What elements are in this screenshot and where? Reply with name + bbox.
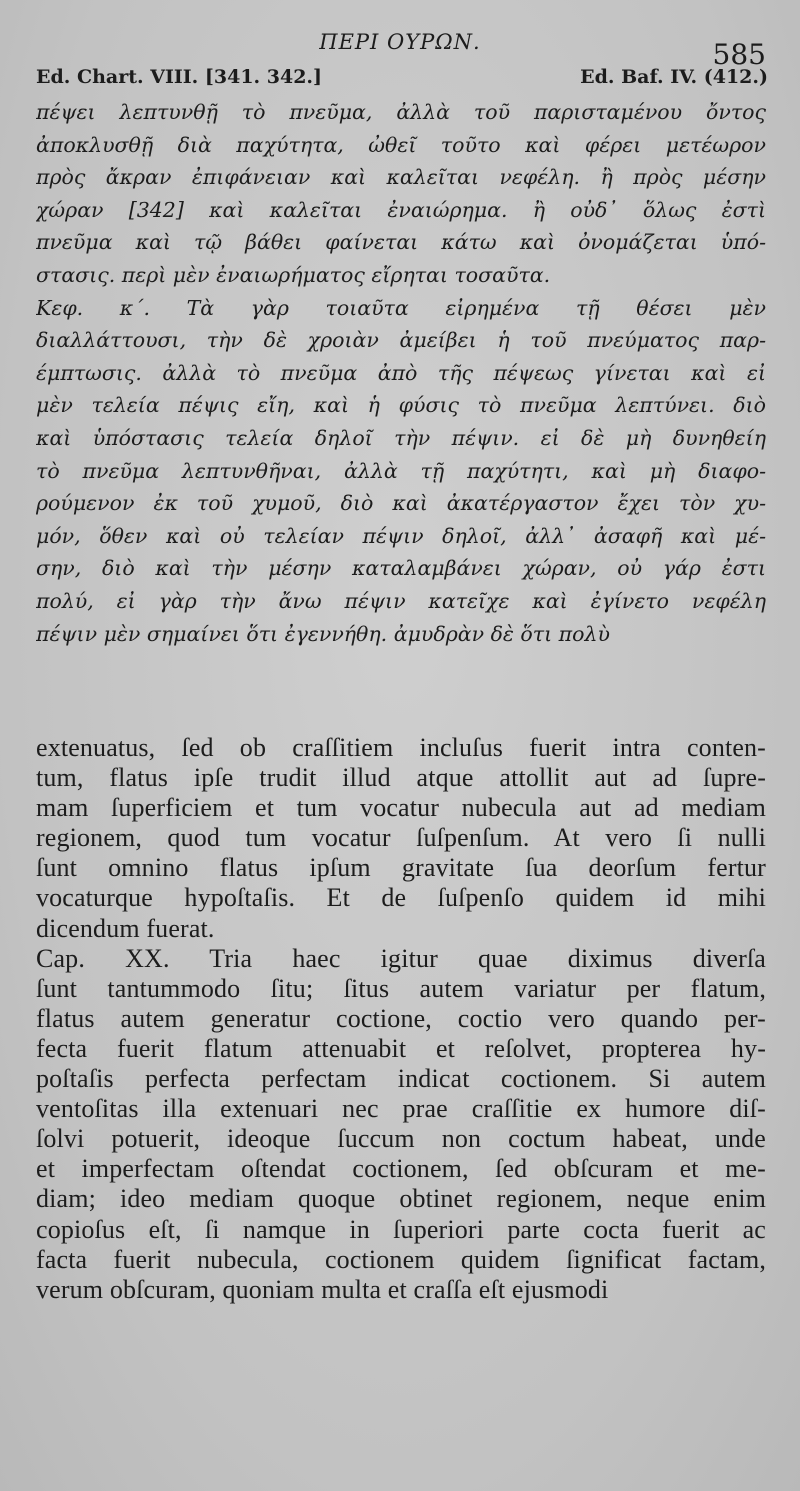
greek-text-line: μόν, ὅθεν καὶ οὐ τελείαν πέψιν δηλοῖ, ἀλλ᾽ ἀσαφῆ καὶ μέ- <box>36 523 766 548</box>
latin-text-line: fecta fuerit flatum attenuabit et reſolvet, propterea hy- <box>36 1033 766 1063</box>
greek-text-line: ρούμενον ἐκ τοῦ χυμοῦ, διὸ καὶ ἀκατέργαστον ἔχει τὸν χυ- <box>36 491 766 516</box>
greek-text-line: χώραν [342] καὶ καλεῖται ἐναιώρημα. ἢ οὐδ᾽ ὅλως ἐστὶ <box>36 197 766 222</box>
greek-text-line: σην, διὸ καὶ τὴν μέσην καταλαμβάνει χώραν, οὐ γάρ ἐστι <box>36 556 766 581</box>
latin-text-line: verum obſcuram, quoniam multa et craſſa eſt ejusmodi <box>36 1274 609 1304</box>
greek-text-line: πέψιν μὲν σημαίνει ὅτι ἐγεννήθη. ἀμυδρὰν δὲ ὅτι πολὺ <box>36 621 610 646</box>
greek-text-line: πολύ, εἰ γὰρ τὴν ἄνω πέψιν κατεῖχε καὶ ἐγίνετο νεφέλη <box>36 588 766 613</box>
latin-text-line: extenuatus, ſed ob craſſitiem incluſus fuerit intra conten- <box>36 733 766 762</box>
greek-text-line: τὸ πνεῦμα λεπτυνθῆναι, ἀλλὰ τῇ παχύτητι, καὶ μὴ διαφο- <box>36 458 766 483</box>
latin-text-line: tum, flatus ipſe trudit illud atque attollit aut ad ſupre- <box>36 763 766 793</box>
edition-reference-line <box>36 66 768 88</box>
latin-text-line: regionem, quod tum vocatur ſuſpenſum. At vero ſi nulli <box>36 823 766 853</box>
greek-text-line: Κεφ. κ΄. Τὰ γὰρ τοιαῦτα εἰρημένα τῇ θέσει μὲν <box>36 295 766 320</box>
latin-text-line: diam; ideo mediam quoque obtinet regionem, neque enim <box>36 1184 766 1214</box>
running-title: ΠΕΡΙ ΟΥΡΩΝ. <box>319 30 481 54</box>
latin-text-line: mam ſuperficiem et tum vocatur nubecula aut ad mediam <box>36 793 766 823</box>
latin-text-line: ſunt tantummodo ſitu; ſitus autem variatur per flatum, <box>36 973 766 1003</box>
greek-text-line: πέψει λεπτυνθῇ τὸ πνεῦμα, ἀλλὰ τοῦ παρισταμένου ὄντος <box>36 100 766 124</box>
edition-reference-left: Ed. Chart. VIII. [341. 342.] <box>36 66 323 88</box>
greek-text-line: έμπτωσις. ἀλλὰ τὸ πνεῦμα ἀπὸ τῆς πέψεως γίνεται καὶ εἰ <box>36 360 766 385</box>
greek-text-line: μὲν τελεία πέψις εἴη, καὶ ἡ φύσις τὸ πνεῦμα λεπτύνει. διὸ <box>36 393 766 418</box>
latin-text-line: Cap. XX. Tria haec igitur quae diximus diverſa <box>36 943 766 973</box>
greek-text-line: πρὸς ἄκραν ἐπιφάνειαν καὶ καλεῖται νεφέλη. ἢ πρὸς μέσην <box>36 165 766 190</box>
greek-text-block <box>36 96 766 650</box>
latin-text-line: et imperfectam oſtendat coctionem, ſed obſcuram et me- <box>36 1154 766 1184</box>
greek-text-line: πνεῦμα καὶ τῷ βάθει φαίνεται κάτω καὶ ὀνομάζεται ὑπό- <box>36 230 766 255</box>
latin-text-block <box>36 733 766 1305</box>
edition-reference-right: Ed. Baf. IV. (412.) <box>580 66 768 88</box>
latin-text-line: ſunt omnino flatus ipſum gravitate ſua deorſum fertur <box>36 853 766 883</box>
latin-text-line: facta fuerit nubecula, coctionem quidem ſignificat factam, <box>36 1244 766 1274</box>
greek-text-line: ἀποκλυσθῇ διὰ παχύτητα, ὠθεῖ τοῦτο καὶ φέρει μετέωρον <box>36 132 766 157</box>
greek-text-line: καὶ ὑπόστασις τελεία δηλοῖ τὴν πέψιν. εἰ δὲ μὴ δυνηθείη <box>36 425 766 450</box>
page-number: 585 <box>712 38 766 71</box>
latin-text-line: flatus autem generatur coctione, coctio vero quando per- <box>36 1003 766 1033</box>
greek-text-line: στασις. περὶ μὲν ἐναιωρήματος εἴρηται τοσαῦτα. <box>36 262 551 287</box>
latin-text-line: ſolvi potuerit, ideoque ſuccum non coctum habeat, unde <box>36 1124 766 1154</box>
latin-text-line: vocaturque hypoſtaſis. Et de ſuſpenſo quidem id mihi <box>36 883 766 913</box>
latin-text-line: dicendum fuerat. <box>36 913 215 943</box>
latin-text-line: poſtaſis perfecta perfectam indicat coctionem. Si autem <box>36 1064 766 1094</box>
latin-text-line: ventoſitas illa extenuari nec prae craſſitie ex humore diſ- <box>36 1094 766 1124</box>
greek-text-line: διαλλάττουσι, τὴν δὲ χροιὰν ἀμείβει ἡ τοῦ πνεύματος παρ- <box>36 328 766 353</box>
latin-text-line: copioſus eſt, ſi namque in ſuperiori parte cocta fuerit ac <box>36 1214 766 1244</box>
